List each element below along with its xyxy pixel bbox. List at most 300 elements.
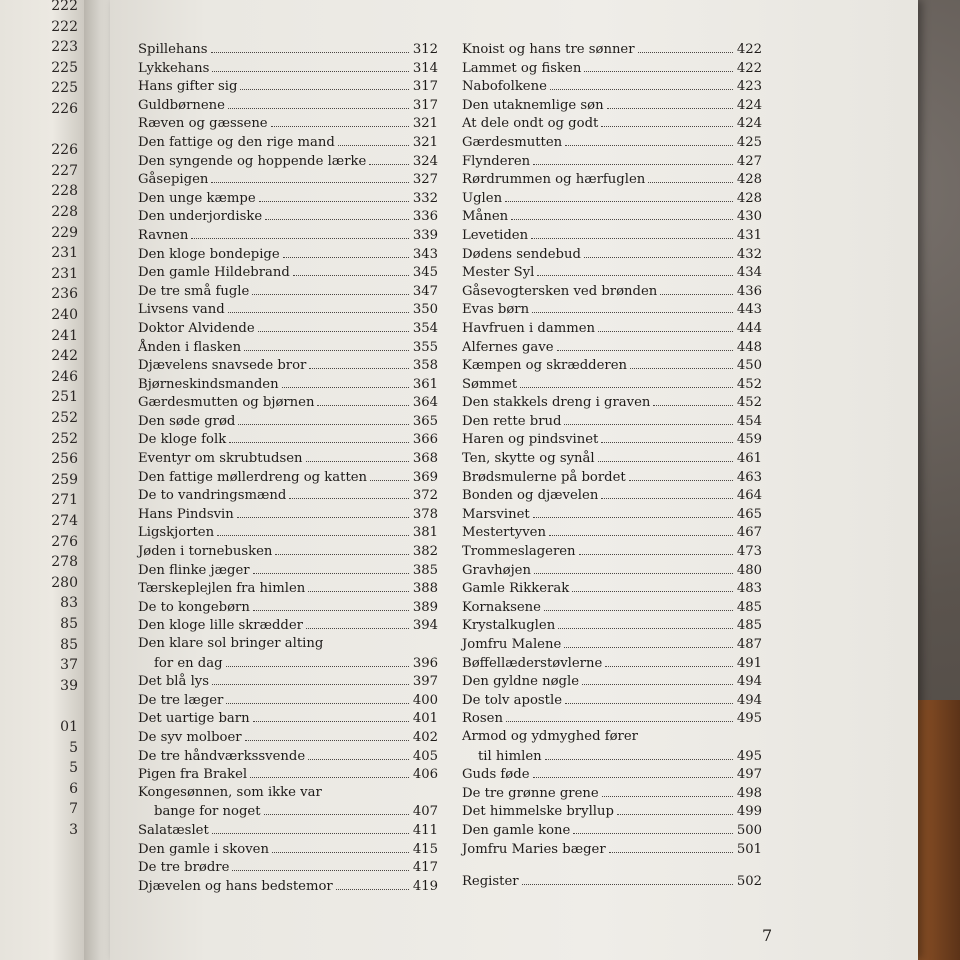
toc-title: Mestertyven (462, 525, 546, 541)
toc-title: Jomfru Malene (462, 637, 562, 652)
toc-entry (138, 616, 438, 635)
left-page-number: 7 (69, 801, 78, 818)
toc-title: De tolv apostle (462, 692, 563, 708)
toc-page: 369 (412, 469, 438, 485)
left-page-number: 85 (60, 616, 78, 632)
left-page-number: 251 (51, 389, 78, 406)
dot-leader (252, 282, 409, 295)
toc-title: Kæmpen og skrædderen (462, 358, 628, 374)
toc-entry (138, 579, 438, 598)
left-page (0, 0, 88, 960)
toc-column-right (462, 40, 762, 891)
toc-entry (462, 840, 762, 859)
toc-title: Den rette brud (462, 413, 562, 429)
toc-entry (138, 133, 438, 152)
toc-title: Den unge kæmpe (138, 190, 256, 206)
dot-leader (228, 300, 409, 313)
dot-leader (638, 40, 733, 53)
toc-title: Kornaksene (462, 599, 541, 615)
toc-entry (462, 59, 762, 78)
toc-title: De tre brødre (138, 860, 230, 876)
left-page-number: 276 (51, 533, 78, 550)
left-page-number: 241 (51, 327, 78, 344)
toc-entry (138, 393, 438, 412)
dot-leader (602, 784, 733, 797)
toc-page: 428 (736, 172, 762, 188)
toc-page: 417 (412, 860, 438, 876)
toc-page: 345 (412, 265, 438, 281)
dot-leader (211, 40, 409, 53)
toc-title: Bjørneskindsmanden (138, 376, 279, 392)
toc-page: 407 (412, 804, 438, 820)
dot-leader (317, 393, 409, 406)
dot-leader (601, 430, 733, 443)
toc-entry (138, 356, 438, 375)
left-page-number: 3 (69, 822, 78, 838)
toc-page: 364 (412, 395, 438, 411)
toc-page: 487 (736, 637, 762, 652)
toc-entry (138, 728, 438, 747)
toc-title: Levetiden (462, 227, 529, 243)
left-page-number: 222 (51, 0, 78, 14)
toc-page: 495 (736, 711, 762, 727)
left-page-number: 252 (51, 410, 78, 426)
dot-leader (237, 505, 409, 518)
toc-page: 448 (736, 339, 762, 355)
left-page-number: 85 (60, 636, 78, 653)
toc-title: Eventyr om skrubtudsen (138, 451, 303, 467)
dot-leader (308, 747, 409, 760)
toc-entry (138, 40, 438, 59)
toc-page: 467 (736, 525, 762, 541)
toc-page: 473 (736, 544, 762, 560)
dot-leader (565, 133, 733, 146)
toc-page: 406 (412, 767, 438, 783)
toc-page: 381 (412, 525, 438, 541)
toc-entry (138, 784, 438, 803)
toc-title: Lammet og fisken (462, 60, 582, 76)
toc-title: Trommeslageren (462, 544, 576, 560)
dot-leader (544, 598, 733, 611)
toc-title: Ravnen (138, 227, 189, 243)
toc-page: 350 (412, 302, 438, 318)
toc-page: 480 (736, 562, 762, 578)
toc-page: 501 (736, 841, 762, 857)
toc-page: 465 (736, 506, 762, 522)
toc-page: 424 (736, 116, 762, 132)
left-page-number: 226 (51, 101, 78, 117)
toc-page: 452 (736, 395, 762, 411)
left-page-number: 5 (69, 739, 78, 756)
left-page-number: 5 (69, 760, 78, 777)
toc-entry (138, 430, 438, 449)
toc-title: Evas børn (462, 302, 530, 318)
toc-title: Spillehans (138, 42, 208, 57)
left-page-number: 256 (51, 451, 78, 468)
toc-page: 343 (412, 246, 438, 262)
dot-leader (598, 319, 733, 332)
dot-leader (598, 449, 733, 462)
toc-title: Den søde grød (138, 413, 236, 429)
toc-page: 382 (412, 544, 438, 560)
book-page (110, 0, 918, 960)
dot-leader (217, 523, 409, 536)
toc-entry (462, 542, 762, 561)
toc-title: Det uartige barn (138, 711, 250, 727)
toc-page: 405 (412, 748, 438, 764)
dot-leader (572, 579, 733, 592)
dot-leader (191, 226, 409, 239)
left-page-number: 274 (51, 513, 78, 529)
toc-entry (138, 505, 438, 524)
toc-title: Den utaknemlige søn (462, 97, 604, 113)
toc-entry (138, 802, 438, 821)
left-page-number: 83 (60, 595, 78, 612)
toc-entry (138, 561, 438, 580)
toc-page: 432 (736, 246, 762, 262)
toc-entry (462, 728, 762, 747)
toc-page: 494 (736, 674, 762, 690)
toc-page: 312 (412, 42, 438, 57)
toc-entry (462, 579, 762, 598)
toc-page: 368 (412, 451, 438, 467)
toc-title: Den stakkels dreng i graven (462, 395, 651, 411)
dot-leader (506, 709, 733, 722)
toc-page: 459 (736, 432, 762, 448)
toc-entry (462, 375, 762, 394)
toc-title: Salatæslet (138, 822, 209, 838)
dot-leader (533, 505, 733, 518)
toc-title: Den gamle i skoven (138, 841, 269, 857)
toc-entry (462, 598, 762, 617)
dot-leader (533, 765, 734, 778)
toc-entry (138, 226, 438, 245)
toc-column-left (138, 40, 438, 895)
dot-leader (306, 616, 409, 629)
toc-page: 365 (412, 413, 438, 429)
toc-title: At dele ondt og godt (462, 116, 599, 132)
toc-page: 483 (736, 581, 762, 597)
toc-entry (138, 59, 438, 78)
toc-title: Ræven og gæssene (138, 116, 268, 132)
toc-entry (462, 133, 762, 152)
toc-title: Djævelens snavsede bror (138, 358, 307, 374)
dot-leader (229, 430, 409, 443)
toc-entry (462, 635, 762, 654)
dot-leader (212, 821, 409, 834)
toc-page: 336 (412, 209, 438, 225)
toc-entry (138, 189, 438, 208)
toc-title: Jøden i tornebusken (138, 544, 273, 560)
toc-title: Den kloge bondepige (138, 246, 280, 262)
toc-entry (138, 672, 438, 691)
toc-title: Ten, skytte og synål (462, 451, 595, 467)
left-page-number: 231 (51, 265, 78, 282)
toc-page: 452 (736, 376, 762, 392)
dot-leader (253, 598, 409, 611)
left-page-number: 39 (60, 677, 78, 694)
toc-entry (462, 821, 762, 840)
toc-page: 317 (412, 79, 438, 95)
toc-title: Den fattige og den rige mand (138, 134, 335, 150)
dot-leader (609, 840, 733, 853)
left-page-number: 278 (51, 554, 78, 571)
toc-entry (462, 691, 762, 710)
toc-title: De syv molboer (138, 729, 242, 745)
toc-title: Gamle Rikkerak (462, 581, 570, 597)
toc-title: De tre små fugle (138, 283, 250, 299)
dot-leader (653, 393, 733, 406)
dot-leader (226, 691, 409, 704)
dot-leader (605, 654, 733, 667)
toc-title: til himlen (478, 748, 542, 764)
dot-leader (309, 356, 409, 369)
left-page-number: 6 (69, 780, 78, 797)
toc-title: Den underjordiske (138, 209, 263, 225)
toc-entry (138, 263, 438, 282)
left-page-number: 226 (51, 142, 78, 159)
toc-title: Rørdrummen og hærfuglen (462, 172, 646, 188)
toc-title: Nabofolkene (462, 79, 547, 95)
toc-title: De to kongebørn (138, 599, 250, 615)
toc-entry (462, 747, 762, 766)
dot-leader (564, 635, 733, 648)
dot-leader (272, 840, 409, 853)
left-page-number: 222 (51, 18, 78, 35)
toc-entry (138, 598, 438, 617)
toc-title: Gåsepigen (138, 172, 209, 188)
toc-entry (462, 96, 762, 115)
toc-entry (462, 282, 762, 301)
toc-title: Brødsmulerne på bordet (462, 469, 626, 485)
toc-entry (138, 635, 438, 654)
toc-page: 415 (412, 841, 438, 857)
left-page-number: 01 (60, 719, 78, 735)
dot-leader (520, 375, 733, 388)
dot-leader (511, 207, 733, 220)
toc-title: Ånden i flasken (138, 339, 242, 355)
left-page-number: 280 (51, 574, 78, 591)
toc-page: 464 (736, 488, 762, 504)
dot-leader (629, 468, 733, 481)
dot-leader (238, 412, 409, 425)
dot-leader (306, 449, 409, 462)
toc-title: Haren og pindsvinet (462, 432, 599, 448)
dot-leader (549, 523, 733, 536)
toc-entry (462, 672, 762, 691)
toc-entry (462, 654, 762, 673)
toc-page: 411 (412, 822, 438, 838)
toc-title: Knoist og hans tre sønner (462, 42, 635, 57)
toc-entry (138, 207, 438, 226)
toc-page: 388 (412, 581, 438, 597)
toc-page: 394 (412, 618, 438, 634)
toc-title: Rosen (462, 711, 503, 727)
toc-title: Den klare sol bringer alting (138, 636, 324, 651)
dot-leader (557, 338, 733, 351)
toc-title: Havfruen i dammen (462, 320, 596, 336)
toc-page: 499 (736, 804, 762, 820)
dot-leader (232, 858, 409, 871)
left-page-number: 229 (51, 224, 78, 241)
toc-page: 494 (736, 692, 762, 708)
toc-entry (138, 542, 438, 561)
dot-leader (259, 189, 409, 202)
toc-title: De tre læger (138, 692, 224, 708)
toc-title: Guldbørnene (138, 97, 225, 113)
toc-page: 389 (412, 599, 438, 615)
dot-leader (630, 356, 733, 369)
dot-leader (212, 672, 409, 685)
toc-entry (462, 300, 762, 319)
dot-leader (289, 486, 409, 499)
dot-leader (533, 152, 733, 165)
toc-entry (462, 486, 762, 505)
toc-title: Armod og ydmyghed fører (462, 728, 638, 744)
toc-entry (138, 245, 438, 264)
dot-leader (582, 672, 733, 685)
left-page-number: 236 (51, 286, 78, 303)
toc-page: 378 (412, 506, 438, 522)
dot-leader (265, 207, 409, 220)
dot-leader (522, 872, 733, 885)
toc-page: 450 (736, 358, 762, 374)
left-page-number: 37 (60, 657, 78, 674)
toc-title: Gærdesmutten (462, 134, 563, 150)
toc-page: 339 (412, 227, 438, 243)
left-page-number: 228 (51, 204, 78, 220)
left-page-number: 246 (51, 368, 78, 385)
toc-title: Den kloge lille skrædder (138, 618, 303, 634)
toc-title: Gåsevogtersken ved brønden (462, 283, 658, 299)
toc-entry (462, 561, 762, 580)
toc-title: Livsens vand (138, 302, 225, 318)
toc-title: Flynderen (462, 153, 531, 169)
toc-entry (138, 765, 438, 784)
toc-page: 332 (412, 190, 438, 206)
dot-leader (253, 709, 409, 722)
toc-page: 461 (736, 451, 762, 467)
toc-entry (138, 840, 438, 859)
toc-page: 321 (412, 134, 438, 150)
toc-title: Det blå lys (138, 674, 210, 690)
toc-title: Tærskeplejlen fra himlen (138, 581, 306, 597)
dot-leader (505, 189, 733, 202)
toc-entry (462, 505, 762, 524)
toc-entry (462, 765, 762, 784)
dot-leader (282, 375, 409, 388)
dot-leader (550, 77, 733, 90)
toc-title: bange for noget (154, 804, 261, 820)
dot-leader (338, 133, 409, 146)
toc-page: 443 (736, 302, 762, 318)
toc-entry (462, 245, 762, 264)
toc-title: Den syngende og hoppende lærke (138, 153, 367, 169)
toc-page: 372 (412, 488, 438, 504)
toc-page: 495 (736, 748, 762, 764)
toc-page: 396 (412, 655, 438, 671)
toc-page: 314 (412, 60, 438, 76)
dot-leader (245, 728, 409, 741)
left-page-number: 225 (51, 80, 78, 97)
toc-title: De kloge folk (138, 432, 227, 448)
toc-title: Hans Pindsvin (138, 506, 234, 522)
toc-page: 354 (412, 320, 438, 336)
toc-page: 428 (736, 190, 762, 206)
toc-page: 491 (736, 655, 762, 671)
toc-entry (138, 412, 438, 431)
dot-leader (240, 77, 409, 90)
toc-page: 397 (412, 674, 438, 690)
toc-entry (462, 152, 762, 171)
toc-page: 366 (412, 432, 438, 448)
toc-entry (138, 877, 438, 896)
toc-entry (138, 375, 438, 394)
toc-entry (462, 170, 762, 189)
toc-page: 422 (736, 42, 762, 57)
toc-page: 401 (412, 711, 438, 727)
left-page-number: 228 (51, 183, 78, 200)
toc-entry (138, 338, 438, 357)
toc-page: 444 (736, 320, 762, 336)
toc-page: 485 (736, 599, 762, 615)
left-page-number: 271 (51, 492, 78, 509)
toc-entry (462, 616, 762, 635)
toc-page: 358 (412, 358, 438, 374)
dot-leader (244, 338, 409, 351)
toc-entry (462, 449, 762, 468)
toc-entry (462, 430, 762, 449)
toc-title: Kongesønnen, som ikke var (138, 784, 322, 800)
toc-entry (462, 802, 762, 821)
toc-title: Krystalkuglen (462, 618, 556, 634)
dot-leader (534, 561, 733, 574)
toc-page: 347 (412, 283, 438, 299)
toc-page: 502 (736, 874, 762, 890)
toc-page: 430 (736, 209, 762, 225)
dot-leader (584, 245, 733, 258)
toc-page: 419 (412, 878, 438, 894)
left-page-number: 225 (51, 59, 78, 76)
dot-leader (283, 245, 409, 258)
toc-title: Bøffellæderstøvlerne (462, 655, 603, 671)
toc-entry (462, 523, 762, 542)
toc-page: 425 (736, 134, 762, 150)
toc-page: 427 (736, 153, 762, 169)
toc-entry (462, 207, 762, 226)
dot-leader (558, 616, 733, 629)
toc-title: Lykkehans (138, 60, 210, 76)
toc-entry (462, 189, 762, 208)
dot-leader (226, 654, 409, 667)
toc-title: Register (462, 874, 519, 890)
left-page-number: 223 (51, 39, 78, 56)
toc-entry (138, 858, 438, 877)
toc-page: 463 (736, 469, 762, 485)
toc-title: Mester Syl (462, 265, 535, 281)
dot-leader (564, 412, 733, 425)
toc-entry (138, 300, 438, 319)
toc-entry (138, 449, 438, 468)
toc-page: 402 (412, 729, 438, 745)
dot-leader (369, 152, 409, 165)
toc-page: 324 (412, 153, 438, 169)
toc-entry (138, 691, 438, 710)
toc-title: Ligskjorten (138, 525, 215, 541)
toc-entry (462, 338, 762, 357)
dot-leader (607, 96, 733, 109)
toc-entry (462, 393, 762, 412)
